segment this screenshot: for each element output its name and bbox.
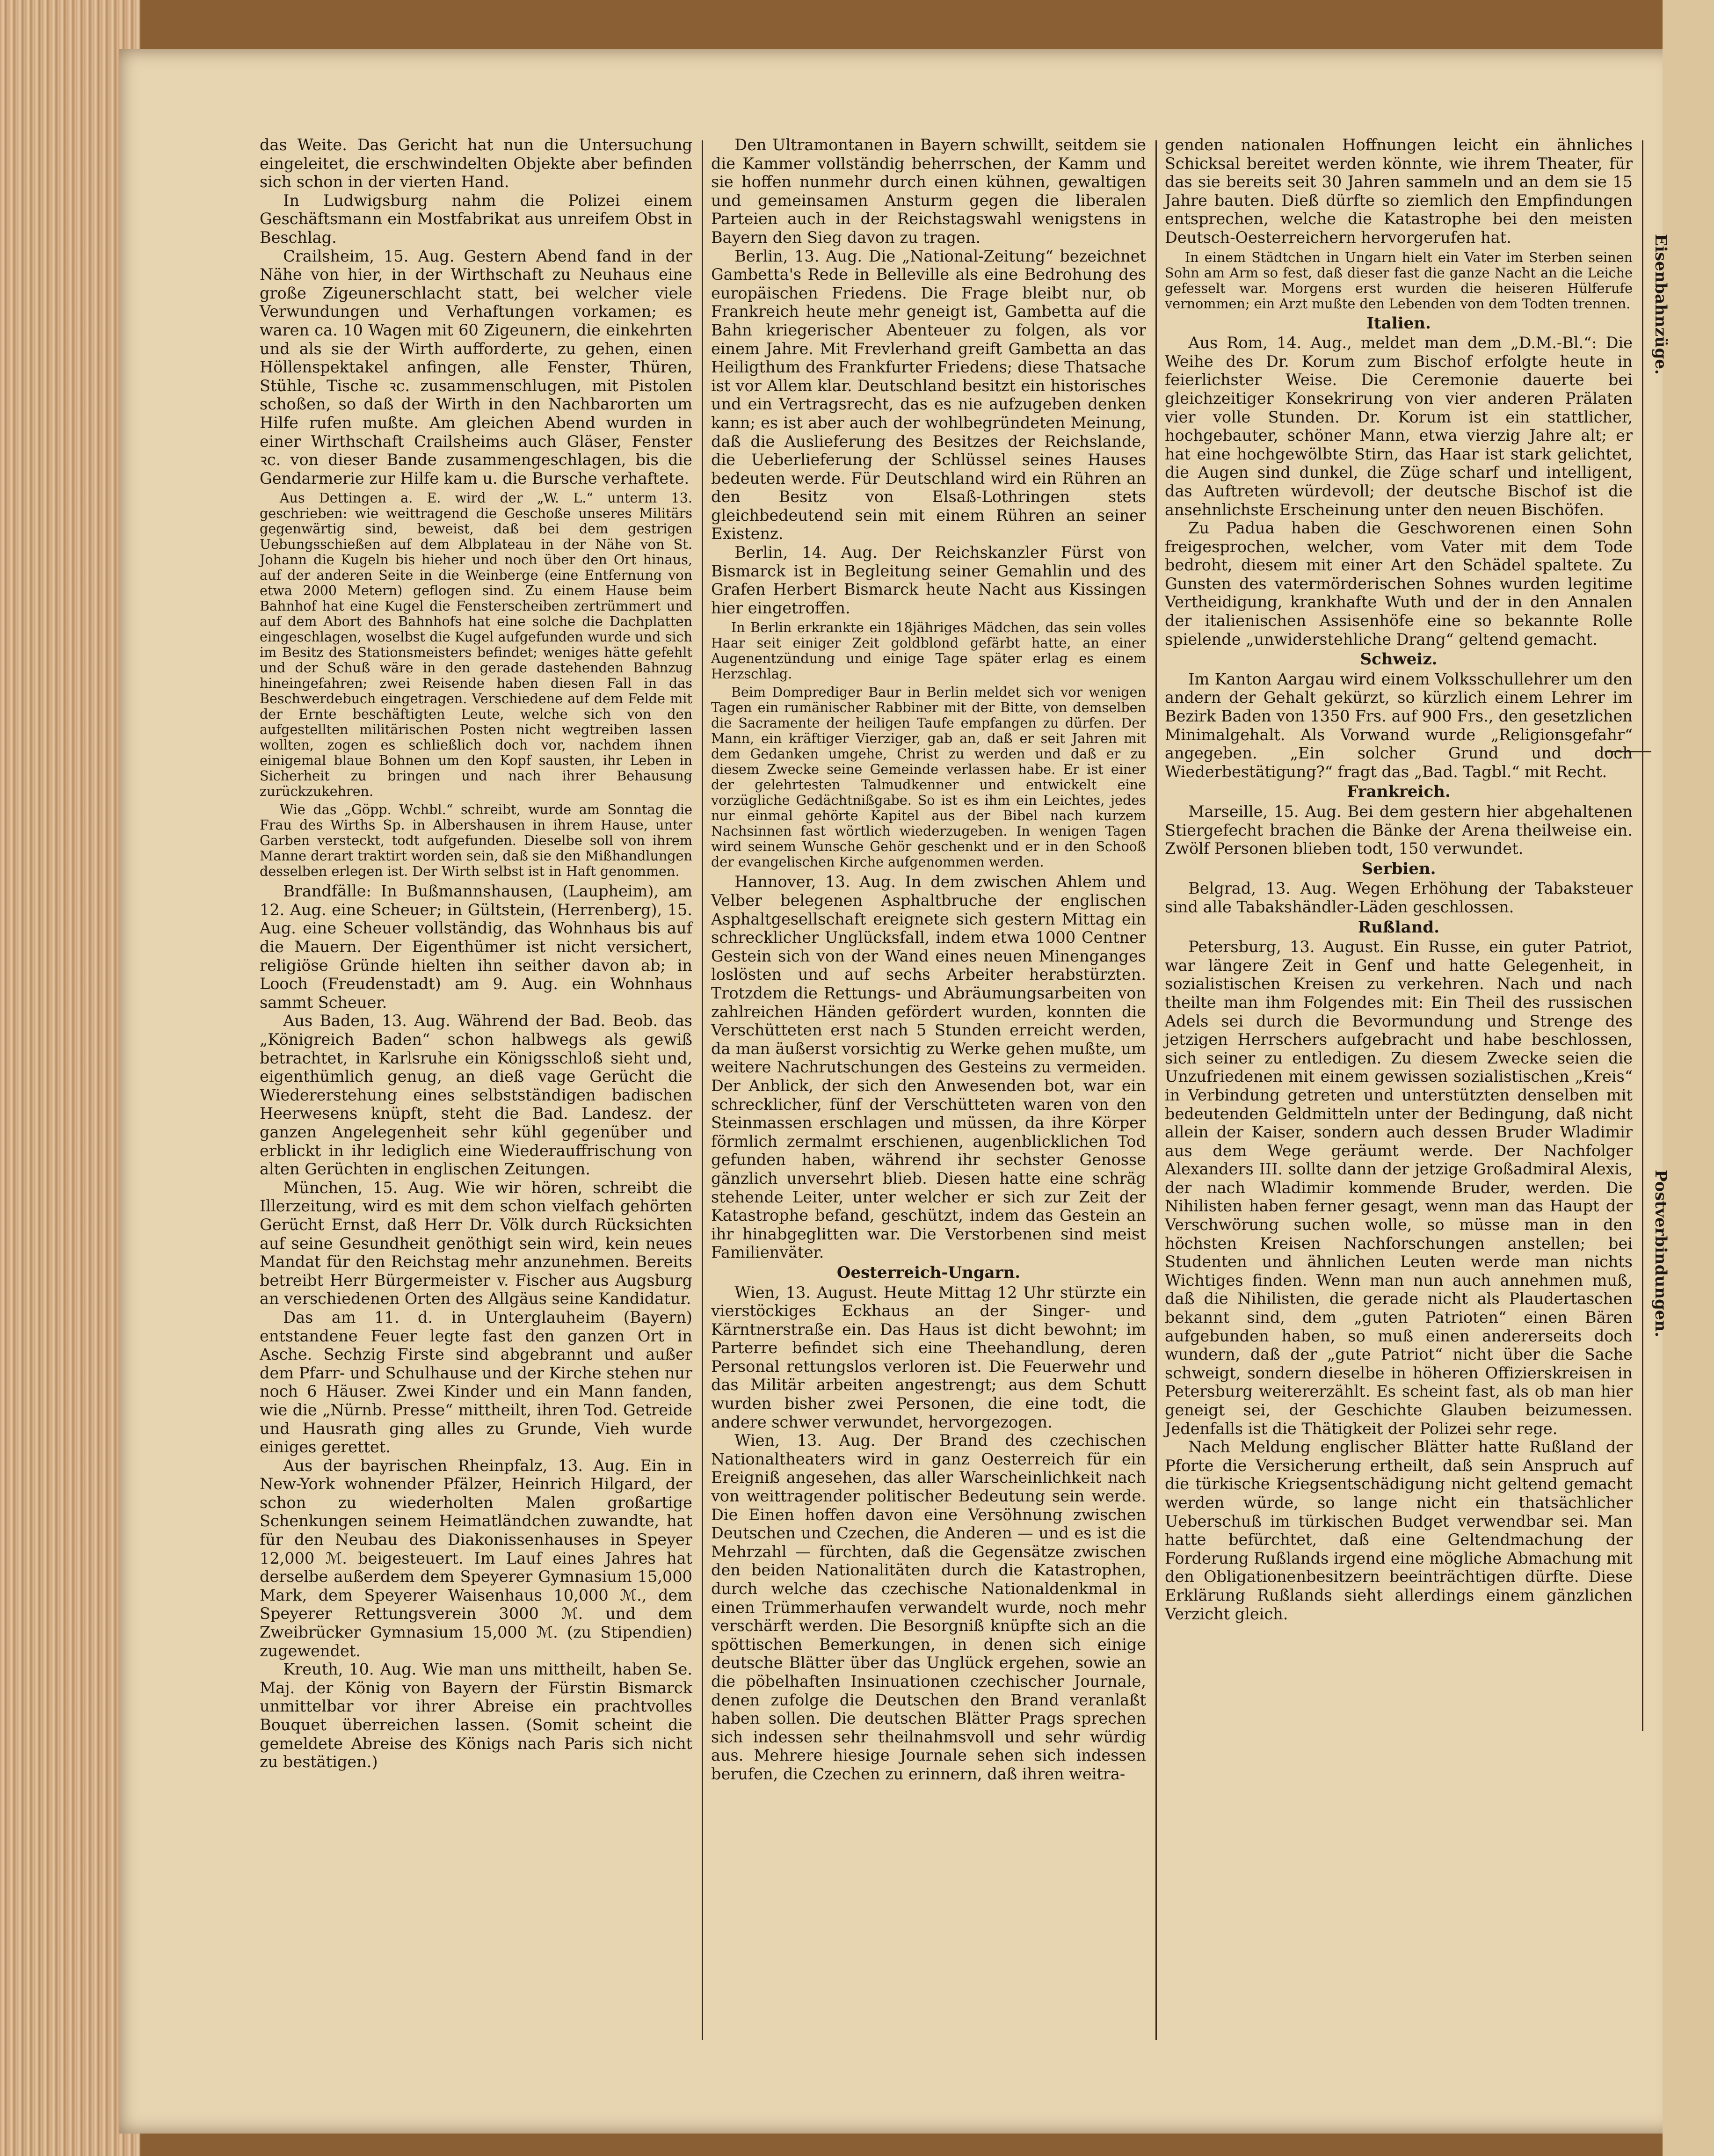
section-heading: Schweiz. bbox=[1360, 650, 1438, 669]
column-1 bbox=[260, 136, 692, 1771]
column-rule-3 bbox=[1642, 140, 1643, 1731]
article-paragraph: In Ludwigsburg nahm die Polizei einem Geschäftsmann ein Mostfabrikat aus unreifem Obst in Beschlag. bbox=[260, 191, 692, 247]
article-paragraph: Den Ultramontanen in Bayern schwillt, seitdem sie die Kammer vollständig beherrschen, der Kamm und sie hoffen nunmehr durch einen kühnen, gewaltigen und gemeinsamen Ansturm gegen die liberalen Parteien auch in der Reichstagswahl wenigstens in Bayern den Sieg davon zu tragen. bbox=[711, 136, 1146, 247]
article-paragraph: Wien, 13. Aug. Der Brand des czechischen Nationaltheaters wird in ganz Oesterreich für ein Ereigniß angesehen, das aller Warscheinlichkeit nach von weittragender politischer Bedeutung sein werde. Die Einen hoffen davon eine Versöhnung zwischen Deutschen und Czechen, die Anderen — und es ist die Mehrzahl — fürchten, daß die Gegensätze zwischen den beiden Nationalitäten durch die Katastrophen, durch welche das czechische Nationaldenkmal in einen Trümmerhaufen verwandelt wurde, noch mehr verschärft werden. Die Besorgniß knüpfte sich an die spöttischen Bemerkungen, in denen sich einige deutsche Blätter über das Unglück ergehen, sowie an die pöbelhaften Insinuationen czechischer Journale, denen zufolge die Deutschen den Brand veranlaßt haben sollen. Die deutschen Blätter Prags sprechen sich indessen sehr theilnahmsvoll und sehr würdig aus. Mehrere hiesige Journale sehen sich indessen berufen, die Czechen zu erinnern, daß ihren weitra- bbox=[711, 1431, 1146, 1783]
article-paragraph: Wie das „Göpp. Wchbl.“ schreibt, wurde am Sonntag die Frau des Wirths Sp. in Albershausen in ihrem Hause, unter Garben versteckt, todt aufgefunden. Dieselbe soll von ihrem Manne derart traktirt worden sein, daß sie den Mißhandlungen desselben erlegen ist. Der Wirth selbst ist in Haft genommen. bbox=[260, 801, 692, 880]
sidebar-heading-post: Postverbindungen. bbox=[1651, 1170, 1670, 1338]
article-paragraph: Aus Baden, 13. Aug. Während der Bad. Beob. das „Königreich Baden“ schon halbwegs als gewiß betrachtet, in Karlsruhe ein Königsschloß sieht und, eigenthümlich genug, an dieß vage Gerücht die Wiedererstehung eines selbstständigen badischen Heerwesens knüpft, steht die Bad. Landesz. der ganzen Angelegenheit sehr kühl gegenüber und erblickt in ihr lediglich eine Wiederauffrischung von alten Gerüchten in englischen Zeitungen. bbox=[260, 1012, 692, 1179]
article-paragraph: das Weite. Das Gericht hat nun die Untersuchung eingeleitet, die erschwindelten Objekte aber befinden sich schon in der vierten Hand. bbox=[260, 136, 692, 191]
article-paragraph: Wien, 13. August. Heute Mittag 12 Uhr stürzte ein vierstöckiges Eckhaus an der Singer- und Kärntnerstraße ein. Das Haus ist dicht bewohnt; im Parterre befindet sich eine Theehandlung, deren Personal rettungslos verloren ist. Die Feuerwehr und das Militär arbeiten angestrengt; aus dem Schutt wurden bisher zwei Personen, die eine todt, die andere schwer verwundet, hervorgezogen. bbox=[711, 1283, 1146, 1431]
article-paragraph: Petersburg, 13. August. Ein Russe, ein guter Patriot, war längere Zeit in Genf und hatte Gelegenheit, in sozialistischen Kreisen zu verkehren. Nach und nach theilte man ihm Folgendes mit: Ein Theil des russischen Adels sei durch die Bevormundung und Strenge des jetzigen Herrschers aufgebracht und habe beschlossen, sich seiner zu entledigen. Zu diesem Zwecke seien die Unzufriedenen mit einem gewissen sozialistischen „Kreis“ in Verbindung getreten und unterstützten denselben mit bedeutenden Geldmitteln unter der Bedingung, daß nicht allein der Kaiser, sondern auch dessen Bruder Wladimir aus dem Wege geräumt werde. Der Nachfolger Alexanders III. sollte dann der jetzige Großadmiral Alexis, der nach Wladimir kommende Bruder, werden. Die Nihilisten haben ferner gesagt, wenn man das Haupt der Verschwörung suchen wolle, so müsse man in den höchsten Kreisen Nachforschungen anstellen; bei Studenten und ähnlichen Leuten werde man nichts Wichtiges finden. Wenn man nun auch annehmen muß, daß die Nihilisten, die gerade nicht als Plaudertaschen bekannt sind, dem „guten Patrioten“ einen Bären aufgebunden haben, so muß einen andererseits doch wundern, daß der „gute Patriot“ nicht über die Sache schweigt, sondern dieselbe in höheren Offizierskreisen in Petersburg weitererzählt. Es scheint fast, als ob man hier geneigt sei, der Geschichte Glauben beizumessen. Jedenfalls ist die Thätigkeit der Polizei sehr rege. bbox=[1165, 938, 1633, 1438]
column-rule-1 bbox=[702, 140, 703, 2040]
article-paragraph: Aus der bayrischen Rheinpfalz, 13. Aug. Ein in New-York wohnender Pfälzer, Heinrich Hilgard, der schon zu wiederholten Malen großartige Schenkungen seinem Heimatländchen zuwandte, hat für den Neubau des Diakonissenhauses in Speyer 12,000 ℳ. beigesteuert. Im Lauf eines Jahres hat derselbe außerdem dem Speyerer Gymnasium 15,000 Mark, dem Speyerer Waisenhaus 10,000 ℳ., dem Speyerer Rettungsverein 3000 ℳ. und dem Zweibrücker Gymnasium 15,000 ℳ. (zu Stipendien) zugewendet. bbox=[260, 1456, 692, 1660]
article-paragraph: Brandfälle: In Bußmannshausen, (Laupheim), am 12. Aug. eine Scheuer; in Gültstein, (Herrenberg), 15. Aug. eine Scheuer vollständig, das Wohnhaus bis auf die Mauern. Der Eigenthümer ist nicht versichert, religiöse Gründe hielten ihn seither davon ab; in Looch (Freudenstadt) am 9. Aug. ein Wohnhaus sammt Scheuer. bbox=[260, 882, 692, 1012]
article-paragraph: In einem Städtchen in Ungarn hielt ein Vater im Sterben seinen Sohn am Arm so fest, daß dieser fast die ganze Nacht an die Leiche gefesselt war. Morgens erst wurden die heiseren Hülferufe vernommen; ein Arzt mußte den Lebenden von dem Todten trennen. bbox=[1165, 249, 1633, 312]
article-paragraph: Berlin, 13. Aug. Die „National-Zeitung“ bezeichnet Gambetta's Rede in Belleville als eine Bedrohung des europäischen Friedens. Die Frage bleibt nur, ob Frankreich heute mehr geneigt ist, Gambetta auf die Bahn kriegerischer Abenteuer zu folgen, als vor einem Jahre. Mit Frevlerhand greift Gambetta an das Heiligthum des Frankfurter Friedens; diese Thatsache ist vor Allem klar. Deutschland besitzt ein historisches und ein Vertragsrecht, das es nie aufzugeben denken kann; es ist aber auch der wohlbegründeten Meinung, daß die Auslieferung des Besitzes der Reichslande, die Ueberlieferung der Schlüssel seines Hauses bedeuten werde. Für Deutschland wird ein Rühren an den Besitz von Elsaß-Lothringen stets gleichbedeutend sein mit einem Rühren an seiner Existenz. bbox=[711, 247, 1146, 543]
section-heading: Serbien. bbox=[1361, 859, 1436, 878]
column-3 bbox=[1165, 136, 1633, 1623]
article-paragraph: Das am 11. d. in Unterglauheim (Bayern) entstandene Feuer legte fast den ganzen Ort in Asche. Sechzig Firste sind abgebrannt und außer dem Pfarr- und Schulhause und der Kirche stehen nur noch 6 Häuser. Zwei Kinder und ein Mann fanden, wie die „Nürnb. Presse“ mittheilt, ihren Tod. Getreide und Hausrath ging alles zu Grunde, Vieh wurde einiges gerettet. bbox=[260, 1308, 692, 1457]
article-paragraph: Berlin, 14. Aug. Der Reichskanzler Fürst von Bismarck ist in Begleitung seiner Gemahlin und des Grafen Herbert Bismarck heute Nacht aus Kissingen hier eingetroffen. bbox=[711, 543, 1146, 617]
facing-page-edge bbox=[1663, 0, 1714, 2156]
article-paragraph: Crailsheim, 15. Aug. Gestern Abend fand in der Nähe von hier, in der Wirthschaft zu Neuhaus eine große Zigeunerschlacht statt, bei welcher viele Verwundungen und Verhaftungen vorkamen; es waren ca. 10 Wagen mit 60 Zigeunern, die einkehrten und als sie der Wirth aufforderte, zu gehen, einen Höllenspektakel anfingen, alle Fenster, Thüren, Stühle, Tische ꝛc. zusammenschlugen, mit Pistolen schoßen, so daß der Wirth in den Nachbarorten um Hilfe rufen mußte. Am gleichen Abend wurden in einer Wirthschaft Crailsheims auch Gläser, Fenster ꝛc. von dieser Bande zusammengeschlagen, bis die Gendarmerie zur Hilfe kam u. die Bursche verhaftete. bbox=[260, 247, 692, 488]
column-2 bbox=[711, 136, 1146, 1784]
section-heading: Frankreich. bbox=[1347, 782, 1451, 801]
section-heading: Oesterreich-Ungarn. bbox=[836, 1263, 1021, 1282]
article-paragraph: genden nationalen Hoffnungen leicht ein ähnliches Schicksal bereitet werden könnte, wie ihrem Theater, für das sie bereits seit 30 Jahren sammeln und an dem sie 15 Jahre bauten. Dieß dürfte so ziemlich den Empfindungen entsprechen, welche die Katastrophe bei den meisten Deutsch-Oesterreichern hervorgerufen hat. bbox=[1165, 136, 1633, 247]
column-rule-2 bbox=[1155, 140, 1157, 2040]
article-paragraph: Nach Meldung englischer Blätter hatte Rußland der Pforte die Versicherung ertheilt, daß sein Anspruch auf die türkische Kriegsentschädigung nicht geltend gemacht werden würde, so lange nicht ein thatsächlicher Ueberschuß im türkischen Budget verwendbar sei. Man hatte befürchtet, daß eine Geltendmachung der Forderung Rußlands irgend eine mögliche Abmachung mit den Obligationenbesitzern beeinträchtigen dürfte. Diese Erklärung Rußlands sieht allerdings einem gänzlichen Verzicht gleich. bbox=[1165, 1438, 1633, 1623]
article-paragraph: Kreuth, 10. Aug. Wie man uns mittheilt, haben Se. Maj. der König von Bayern der Fürstin Bismarck unmittelbar vor ihrer Abreise ein prachtvolles Bouquet überreichen lassen. (Somit scheint die gemeldete Abreise des Königs nach Paris sich nicht zu bestätigen.) bbox=[260, 1660, 692, 1771]
article-paragraph: Aus Rom, 14. Aug., meldet man dem „D.M.-Bl.“: Die Weihe des Dr. Korum zum Bischof erfolgte heute in feierlichster Weise. Die Ceremonie dauerte bei gleichzeitiger Konsekrirung von vier anderen Prälaten vier volle Stunden. Dr. Korum ist ein stattlicher, hochgebauter, schöner Mann, etwa vierzig Jahre alt; er hat eine hochgewölbte Stirn, das Haar ist stark gelichtet, die Augen sind dunkel, die Züge scharf und intelligent, das Auftreten würdevoll; der deutsche Bischof ist die ansehnlichste Erscheinung unter den neuen Bischöfen. bbox=[1165, 334, 1633, 519]
article-paragraph: Hannover, 13. Aug. In dem zwischen Ahlem und Velber belegenen Asphaltbruche der englischen Asphaltgesellschaft ereignete sich gestern Mittag ein schrecklicher Unglücksfall, indem etwa 1000 Centner Gestein sich von der Wand eines neuen Minenganges loslösten und auf sechs Arbeiter herabstürzten. Trotzdem die Rettungs- und Abräumungsarbeiten von zahlreichen Händen gefördert wurden, konnten die Verschütteten erst nach 5 Stunden erreicht werden, da man äußerst vorsichtig zu Werke gehen mußte, um weitere Nachrutschungen des Gesteins zu vermeiden. Der Anblick, der sich den Anwesenden bot, war ein schrecklicher, fünf der Verschütteten waren von den Steinmassen erschlagen und müssen, da ihre Körper förmlich zermalmt erschienen, augenblicklichen Tod gefunden haben, während ihr sechster Genosse gänzlich unversehrt blieb. Diesen hatte eine schräg stehende Leiter, unter welcher er sich zur Zeit der Katastrophe befand, geschützt, indem das Gestein an ihr hinabgeglitten war. Die Verstorbenen sind meist Familienväter. bbox=[711, 873, 1146, 1262]
article-paragraph: Im Kanton Aargau wird einem Volksschullehrer um den andern der Gehalt gekürzt, so kürzlich einem Lehrer im Bezirk Baden von 1350 Frs. auf 900 Frs., den gesetzlichen Minimalgehalt. Als Vorwand wurde „Religionsgefahr“ angegeben. „Ein solcher Grund und doch Wiederbestätigung?“ fragt das „Bad. Tagbl.“ mit Recht. bbox=[1165, 670, 1633, 781]
article-paragraph: Zu Padua haben die Geschworenen einen Sohn freigesprochen, welcher, vom Vater mit dem Tode bedroht, diesem mit einer Art den Schädel spaltete. Zu Gunsten des vatermörderischen Sohnes wurden legitime Vertheidigung, krankhafte Wuth und der in den Annalen der italienischen Assisenhöfe eine so bekannte Rolle spielende „unwiderstehliche Drang“ geltend gemacht. bbox=[1165, 519, 1633, 648]
section-heading: Rußland. bbox=[1358, 918, 1440, 937]
article-paragraph: Beim Domprediger Baur in Berlin meldet sich vor wenigen Tagen ein rumänischer Rabbiner mit der Bitte, von demselben die Sacramente der heiligen Taufe empfangen zu dürfen. Der Mann, ein kräftiger Vierziger, gab an, daß er seit Jahren mit dem Gedanken umgehe, Christ zu werden und daß er zu diesem Zwecke seine Gemeinde verlassen habe. Er ist einer der gelehrtesten Talmudkenner und entwickelt eine vorzügliche Gedächtnißgabe. So ist es ihm ein Leichtes, jedes nur einmal gehörte Kapitel aus der Bibel nach kurzem Nachsinnen fast wörtlich wiederzugeben. In wenigen Tagen wird seinem Wunsche Gehör geschenkt und er in den Schooß der evangelischen Kirche aufgenommen werden. bbox=[711, 684, 1146, 870]
section-heading: Italien. bbox=[1366, 313, 1431, 333]
article-paragraph: In Berlin erkrankte ein 18jähriges Mädchen, das sein volles Haar seit einiger Zeit goldblond gefärbt hatte, an einer Augenentzündung und einige Tage später erlag es einem Herzschlag. bbox=[711, 619, 1146, 682]
article-paragraph: Marseille, 15. Aug. Bei dem gestern hier abgehaltenen Stiergefecht brachen die Bänke der Arena theilweise ein. Zwölf Personen blieben todt, 150 verwundet. bbox=[1165, 802, 1633, 858]
article-paragraph: Aus Dettingen a. E. wird der „W. L.“ unterm 13. geschrieben: wie weittragend die Geschoße unseres Militärs gegenwärtig sind, beweist, daß bei dem gestrigen Uebungsschießen auf dem Albplateau in der Nähe von St. Johann die Kugeln bis hieher und noch über den Ort hinaus, auf der anderen Seite in die Weinberge (eine Entfernung von etwa 2000 Metern) geflogen sind. Zu einem Hause beim Bahnhof hat eine Kugel die Fensterscheiben zertrümmert und auf dem Abort des Bahnhofs hat eine solche die Dachplatten eingeschlagen, woselbst die Kugel aufgefunden wurde und sich im Besitz des Stationsmeisters befindet; weniges hätte gefehlt und der Schuß wäre in den gerade dastehenden Bahnzug hineingefahren; zwei Reisende haben diesen Fall in das Beschwerdebuch eingetragen. Verschiedene auf dem Felde mit der Ernte beschäftigten Leute, welche sich von den aufgestellten militärischen Posten nicht wegtreiben lassen wollten, zogen es schließlich doch vor, nachdem ihnen einigemal blaue Bohnen um den Kopf sausten, ihr Leben in Sicherheit zu bringen und nach ihrer Behausung zurückzukehren. bbox=[260, 490, 692, 800]
sidebar-heading-railway: Eisenbahnzüge. bbox=[1651, 234, 1670, 375]
article-paragraph: München, 15. Aug. Wie wir hören, schreibt die Illerzeitung, wird es mit dem schon vielfach gehörten Gerücht Ernst, daß Herr Dr. Völk durch Rücksichten auf seine Gesundheit genöthigt sein wird, kein neues Mandat für den Reichstag mehr anzunehmen. Bereits betreibt Herr Bürgermeister v. Fischer aus Augsburg an verschiedenen Orten des Allgäus seine Kandidatur. bbox=[260, 1178, 692, 1308]
article-paragraph: Belgrad, 13. Aug. Wegen Erhöhung der Tabaksteuer sind alle Tabakshändler-Läden geschlossen. bbox=[1165, 879, 1633, 916]
